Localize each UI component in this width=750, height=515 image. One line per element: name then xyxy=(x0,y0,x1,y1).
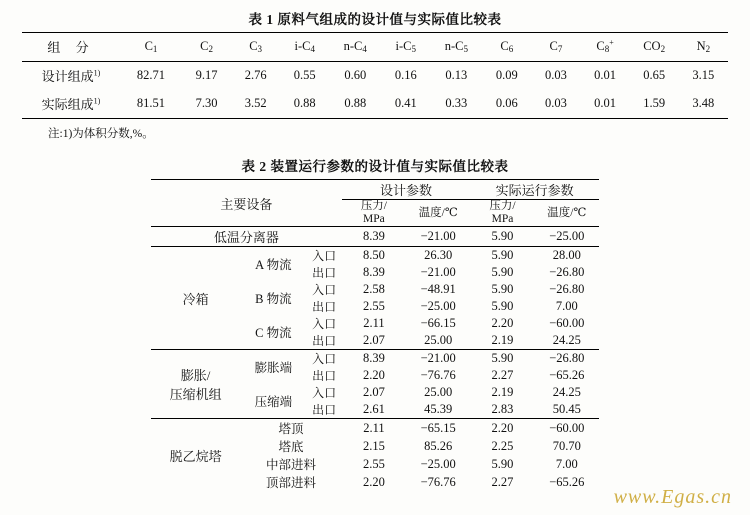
table2-header-design: 设计参数 xyxy=(342,180,471,200)
document-page xyxy=(0,8,750,515)
table1-cell: 0.88 xyxy=(293,96,316,110)
table1-body xyxy=(22,62,728,119)
table1-col-header-10: $C_8^+$ xyxy=(596,38,614,55)
table1-row-label: 设计组成$^{1)}$ xyxy=(41,68,101,84)
table2-cell-actual-pressure: 5.90 xyxy=(491,265,514,280)
table2-cell-actual-pressure: 2.27 xyxy=(491,474,514,489)
table-row xyxy=(151,227,599,247)
table2-cell-actual-temp: 70.70 xyxy=(552,438,581,453)
table1-row-label: 实际组成$^{1)}$ xyxy=(41,96,101,112)
table1-cell: 9.17 xyxy=(195,68,218,82)
table2-group-label: 低温分离器 xyxy=(213,230,279,246)
table2-group-label: 冷箱 xyxy=(182,291,209,307)
table2-cell-design-temp: 25.00 xyxy=(424,333,453,348)
table2-io-label: 出口 xyxy=(312,334,337,349)
table2-cell-actual-pressure: 2.27 xyxy=(491,368,514,383)
table1-col-header-2: $C_2$ xyxy=(200,39,213,54)
table1-col-header-7: $n-C_5$ xyxy=(444,39,468,54)
table1-head xyxy=(22,33,728,62)
table2-group-label-line2: 压缩机组 xyxy=(169,387,222,403)
table2-cell-design-pressure: 2.07 xyxy=(362,385,385,400)
table1-col-header-11: $CO_2$ xyxy=(643,39,666,54)
table2 xyxy=(151,179,599,491)
table2-cell-design-temp: −25.00 xyxy=(420,456,456,471)
table2-io-label: 入口 xyxy=(312,386,337,401)
table1-col-header-4: $i-C_4$ xyxy=(294,39,315,54)
table2-cell-design-pressure: 8.39 xyxy=(362,265,385,280)
table1-col-header-3: $C_3$ xyxy=(249,39,263,54)
table-row xyxy=(22,62,728,91)
table2-io-label: 入口 xyxy=(312,249,337,264)
table2-cell-design-pressure: 2.20 xyxy=(362,474,385,489)
table2-cell-actual-temp: −26.80 xyxy=(549,351,585,366)
table2-cell-actual-temp: 24.25 xyxy=(552,385,581,400)
table2-equip-label: 膨胀端 xyxy=(254,361,293,376)
table2-cell-design-temp: 26.30 xyxy=(424,248,453,263)
table1-cell: 0.33 xyxy=(445,96,468,110)
table2-equip-label: 中部进料 xyxy=(265,458,316,473)
watermark: www.Egas.cn xyxy=(613,486,732,508)
table1-col-header-8: $C_6$ xyxy=(500,39,514,54)
table2-cell-actual-temp: 7.00 xyxy=(555,456,578,471)
table2-cell-actual-pressure: 2.20 xyxy=(491,420,514,435)
table1-cell: 0.03 xyxy=(545,96,567,110)
table2-cell-design-temp: −21.00 xyxy=(420,351,456,366)
table2-title: 表 2 装置运行参数的设计值与实际值比较表 xyxy=(241,159,509,174)
table2-cell-actual-temp: 7.00 xyxy=(555,299,578,314)
table2-cell-actual-temp: −26.80 xyxy=(549,265,585,280)
table2-cell-actual-pressure: 5.90 xyxy=(491,248,514,263)
table2-cell-design-temp: 25.00 xyxy=(424,385,453,400)
table1-header-row xyxy=(22,33,728,62)
table2-cell-design-temp: 45.39 xyxy=(424,402,453,417)
table1-col-header-1: $C_1$ xyxy=(144,39,158,54)
table2-cell-design-temp: −21.00 xyxy=(420,229,456,244)
table2-cell-actual-temp: 24.25 xyxy=(552,333,581,348)
table2-cell-design-pressure: 2.11 xyxy=(363,316,385,331)
table2-cell-design-pressure: 2.15 xyxy=(362,438,385,453)
table1-cell: 3.52 xyxy=(244,96,267,110)
table2-header-actual-pressure: 压力/ MPa xyxy=(489,200,516,226)
table2-container xyxy=(151,179,599,491)
table2-equip-label: C 物流 xyxy=(255,326,292,341)
table1-cell: 3.15 xyxy=(692,68,715,82)
table2-header-actual-temp: 温度/℃ xyxy=(547,206,587,219)
table1-title: 表 1 原料气组成的设计值与实际值比较表 xyxy=(248,12,502,27)
table2-cell-actual-pressure: 5.90 xyxy=(491,351,514,366)
table2-equip-label: B 物流 xyxy=(255,292,292,307)
table2-io-label: 入口 xyxy=(312,352,337,367)
table1-cell: 7.30 xyxy=(195,96,218,110)
table1-col-header-12: $N_2$ xyxy=(696,39,711,54)
table1-cell: 0.03 xyxy=(545,68,567,82)
table2-cell-design-temp: 85.26 xyxy=(424,438,453,453)
table2-cell-actual-pressure: 5.90 xyxy=(491,456,514,471)
table1-cell: 81.51 xyxy=(136,96,166,110)
table1-cell: 0.88 xyxy=(344,96,367,110)
table2-cell-actual-pressure: 5.90 xyxy=(491,282,514,297)
table2-cell-actual-pressure: 5.90 xyxy=(491,229,514,244)
table1-col-header-9: $C_7$ xyxy=(549,39,563,54)
table2-cell-actual-temp: −60.00 xyxy=(549,316,585,331)
table2-cell-actual-temp: −60.00 xyxy=(549,420,585,435)
table2-group-label-line1: 膨胀/ xyxy=(180,368,211,384)
table1-col-header-5: $n-C_4$ xyxy=(343,39,367,54)
table2-cell-design-pressure: 2.11 xyxy=(363,420,385,435)
table2-cell-design-pressure: 2.55 xyxy=(362,456,385,471)
table2-header-design-pressure: 压力/ MPa xyxy=(360,200,388,226)
table2-cell-actual-temp: −65.26 xyxy=(549,368,585,383)
table2-io-label: 出口 xyxy=(312,403,337,418)
table1-cell: 0.06 xyxy=(495,96,518,110)
table2-header-actual: 实际运行参数 xyxy=(470,180,599,200)
table2-header-main: 主要设备 xyxy=(220,196,273,212)
table2-cell-design-pressure: 8.39 xyxy=(362,229,385,244)
table1-col-header-6: $i-C_5$ xyxy=(395,39,417,54)
table1-cell: 0.41 xyxy=(394,96,417,110)
table2-cell-design-temp: −76.76 xyxy=(420,368,456,383)
table2-io-label: 出口 xyxy=(312,300,337,315)
table1-cell: 0.65 xyxy=(643,68,666,82)
table2-io-label: 出口 xyxy=(312,369,337,384)
table2-cell-design-pressure: 2.55 xyxy=(362,299,385,314)
table2-cell-design-pressure: 2.07 xyxy=(362,333,385,348)
table2-equip-label: 塔底 xyxy=(278,440,304,455)
table-row xyxy=(151,419,599,438)
table-row xyxy=(22,90,728,119)
table2-cell-design-pressure: 8.50 xyxy=(362,248,385,263)
table1-container xyxy=(22,32,728,141)
table2-equip-label: 塔顶 xyxy=(278,422,304,437)
table1-cell: 0.13 xyxy=(445,68,468,82)
table2-cell-design-pressure: 2.20 xyxy=(362,368,385,383)
table2-equip-label: 顶部进料 xyxy=(265,476,316,491)
table-row xyxy=(151,247,599,265)
table2-cell-actual-temp: −65.26 xyxy=(549,474,585,489)
table1-cell: 82.71 xyxy=(136,68,166,82)
table2-cell-actual-pressure: 2.83 xyxy=(491,402,514,417)
table-row xyxy=(151,350,599,368)
table1-cell: 1.59 xyxy=(643,96,666,110)
table2-cell-actual-temp: −26.80 xyxy=(549,282,585,297)
table1-cell: 3.48 xyxy=(692,96,715,110)
table1-col-header-0: 组 分 xyxy=(47,40,95,55)
table2-io-label: 出口 xyxy=(312,266,337,281)
table1-cell: 0.55 xyxy=(293,68,316,82)
table2-cell-actual-pressure: 2.20 xyxy=(491,316,514,331)
table2-cell-actual-temp: 28.00 xyxy=(552,248,581,263)
table2-cell-design-temp: −66.15 xyxy=(420,316,456,331)
table2-group-label: 脱乙烷塔 xyxy=(169,448,222,464)
table1-cell: 0.01 xyxy=(594,68,616,82)
table2-cell-design-temp: −25.00 xyxy=(420,299,456,314)
table1-note: 注:1)为体积分数,%。 xyxy=(48,128,154,140)
table2-cell-actual-pressure: 2.19 xyxy=(491,385,514,400)
table2-header-design-temp: 温度/℃ xyxy=(418,206,458,219)
table2-cell-actual-temp: −25.00 xyxy=(549,229,585,244)
table1-cell: 0.09 xyxy=(495,68,518,82)
table2-cell-actual-pressure: 2.19 xyxy=(491,333,514,348)
table2-header-row-groups xyxy=(151,180,599,200)
table2-cell-actual-pressure: 5.90 xyxy=(491,299,514,314)
table2-io-label: 入口 xyxy=(312,283,337,298)
table1-cell: 0.60 xyxy=(344,68,367,82)
table1-cell: 2.76 xyxy=(244,68,267,82)
table1-cell: 0.16 xyxy=(394,68,417,82)
table2-io-label: 入口 xyxy=(312,317,337,332)
table2-equip-label: A 物流 xyxy=(255,258,292,273)
table2-group-label xyxy=(151,350,240,419)
table2-cell-design-pressure: 8.39 xyxy=(362,351,385,366)
table2-cell-design-temp: −21.00 xyxy=(420,265,456,280)
table2-cell-design-temp: −65.15 xyxy=(420,420,456,435)
table2-cell-design-temp: −76.76 xyxy=(420,474,456,489)
table2-cell-design-temp: −48.91 xyxy=(420,282,456,297)
table2-cell-design-pressure: 2.58 xyxy=(362,282,385,297)
table1 xyxy=(22,32,728,119)
table2-cell-design-pressure: 2.61 xyxy=(362,402,385,417)
table2-equip-label: 压缩端 xyxy=(254,395,293,410)
table2-cell-actual-temp: 50.45 xyxy=(552,402,581,417)
table1-cell: 0.01 xyxy=(594,96,616,110)
table2-cell-actual-pressure: 2.25 xyxy=(491,438,514,453)
